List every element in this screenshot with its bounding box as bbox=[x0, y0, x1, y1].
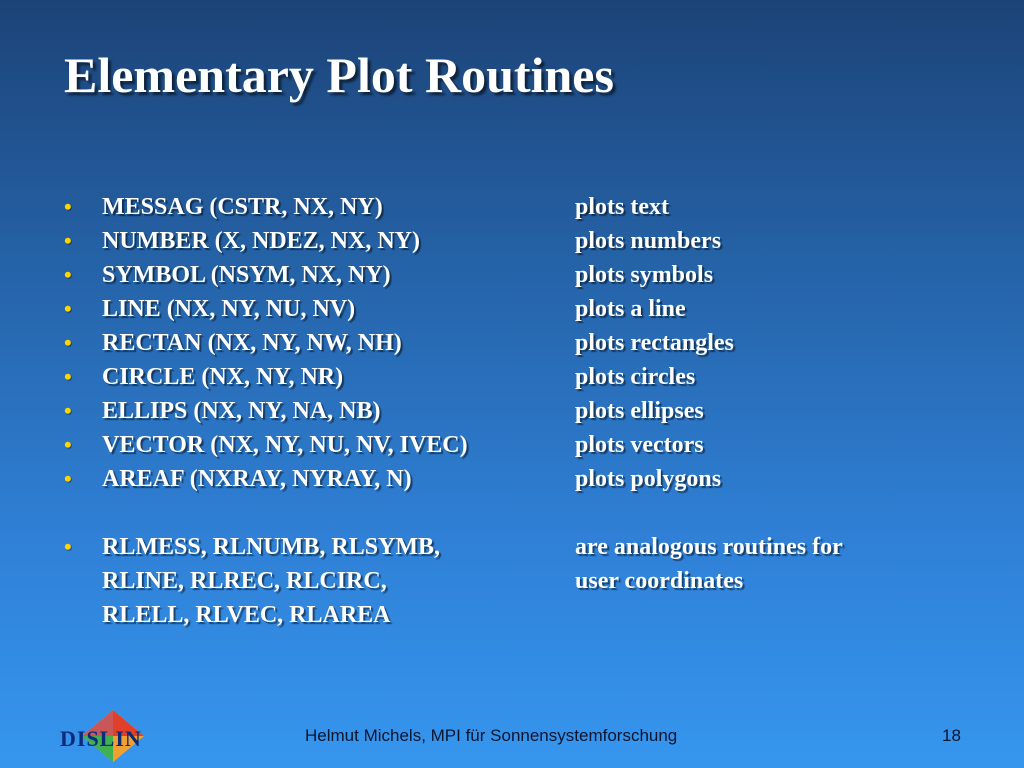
routine-description: plots polygons bbox=[575, 466, 722, 492]
routine-signature: SYMBOL (NSYM, NX, NY) bbox=[102, 262, 391, 288]
list-item bbox=[64, 192, 964, 226]
analogous-routines-item bbox=[64, 532, 964, 634]
routine-signature: VECTOR (NX, NY, NU, NV, IVEC) bbox=[102, 432, 468, 458]
bullet-icon: • bbox=[64, 228, 72, 253]
analogous-description bbox=[575, 532, 843, 600]
analogous-description-line: user coordinates bbox=[575, 568, 744, 594]
list-item bbox=[64, 464, 964, 498]
slide-footer bbox=[0, 724, 1024, 752]
routine-signature: ELLIPS (NX, NY, NA, NB) bbox=[102, 398, 381, 424]
routine-description: plots a line bbox=[575, 296, 686, 322]
routine-description: plots numbers bbox=[575, 228, 722, 254]
list-item bbox=[64, 260, 964, 294]
bullet-icon: • bbox=[64, 432, 72, 457]
slide-title: Elementary Plot Routines bbox=[64, 47, 614, 103]
analogous-routine-line: RLELL, RLVEC, RLAREA bbox=[102, 602, 391, 628]
list-item bbox=[64, 328, 964, 362]
routine-list bbox=[64, 192, 964, 634]
bullet-icon: • bbox=[64, 364, 72, 389]
analogous-routine-names bbox=[102, 532, 440, 634]
list-item bbox=[64, 226, 964, 260]
routine-signature: LINE (NX, NY, NU, NV) bbox=[102, 296, 356, 322]
list-item bbox=[64, 362, 964, 396]
bullet-icon: • bbox=[64, 262, 72, 287]
logo-text: DISLIN bbox=[60, 726, 142, 751]
routine-signature: RECTAN (NX, NY, NW, NH) bbox=[102, 330, 402, 356]
analogous-routine-line: RLINE, RLREC, RLCIRC, bbox=[102, 568, 387, 594]
bullet-icon: • bbox=[64, 466, 72, 491]
page-number: 18 bbox=[942, 726, 961, 745]
bullet-icon: • bbox=[64, 296, 72, 321]
analogous-routine-line: RLMESS, RLNUMB, RLSYMB, bbox=[102, 534, 441, 560]
bullet-icon: • bbox=[64, 330, 72, 355]
routine-description: plots symbols bbox=[575, 262, 714, 288]
list-item bbox=[64, 396, 964, 430]
routine-signature: AREAF (NXRAY, NYRAY, N) bbox=[102, 466, 412, 492]
footer-author: Helmut Michels, MPI für Sonnensystemforschung bbox=[305, 726, 678, 745]
bullet-icon: • bbox=[64, 398, 72, 423]
list-item bbox=[64, 294, 964, 328]
list-item bbox=[64, 430, 964, 464]
routine-signature: NUMBER (X, NDEZ, NX, NY) bbox=[102, 228, 420, 254]
routine-description: plots vectors bbox=[575, 432, 704, 458]
bullet-icon: • bbox=[64, 194, 72, 219]
routine-description: plots rectangles bbox=[575, 330, 734, 356]
routine-signature: MESSAG (CSTR, NX, NY) bbox=[102, 194, 383, 220]
routine-description: plots text bbox=[575, 194, 669, 220]
routine-description: plots circles bbox=[575, 364, 696, 390]
routine-signature: CIRCLE (NX, NY, NR) bbox=[102, 364, 344, 390]
bullet-icon: • bbox=[64, 534, 72, 559]
routine-description: plots ellipses bbox=[575, 398, 704, 424]
analogous-description-line: are analogous routines for bbox=[575, 534, 843, 560]
